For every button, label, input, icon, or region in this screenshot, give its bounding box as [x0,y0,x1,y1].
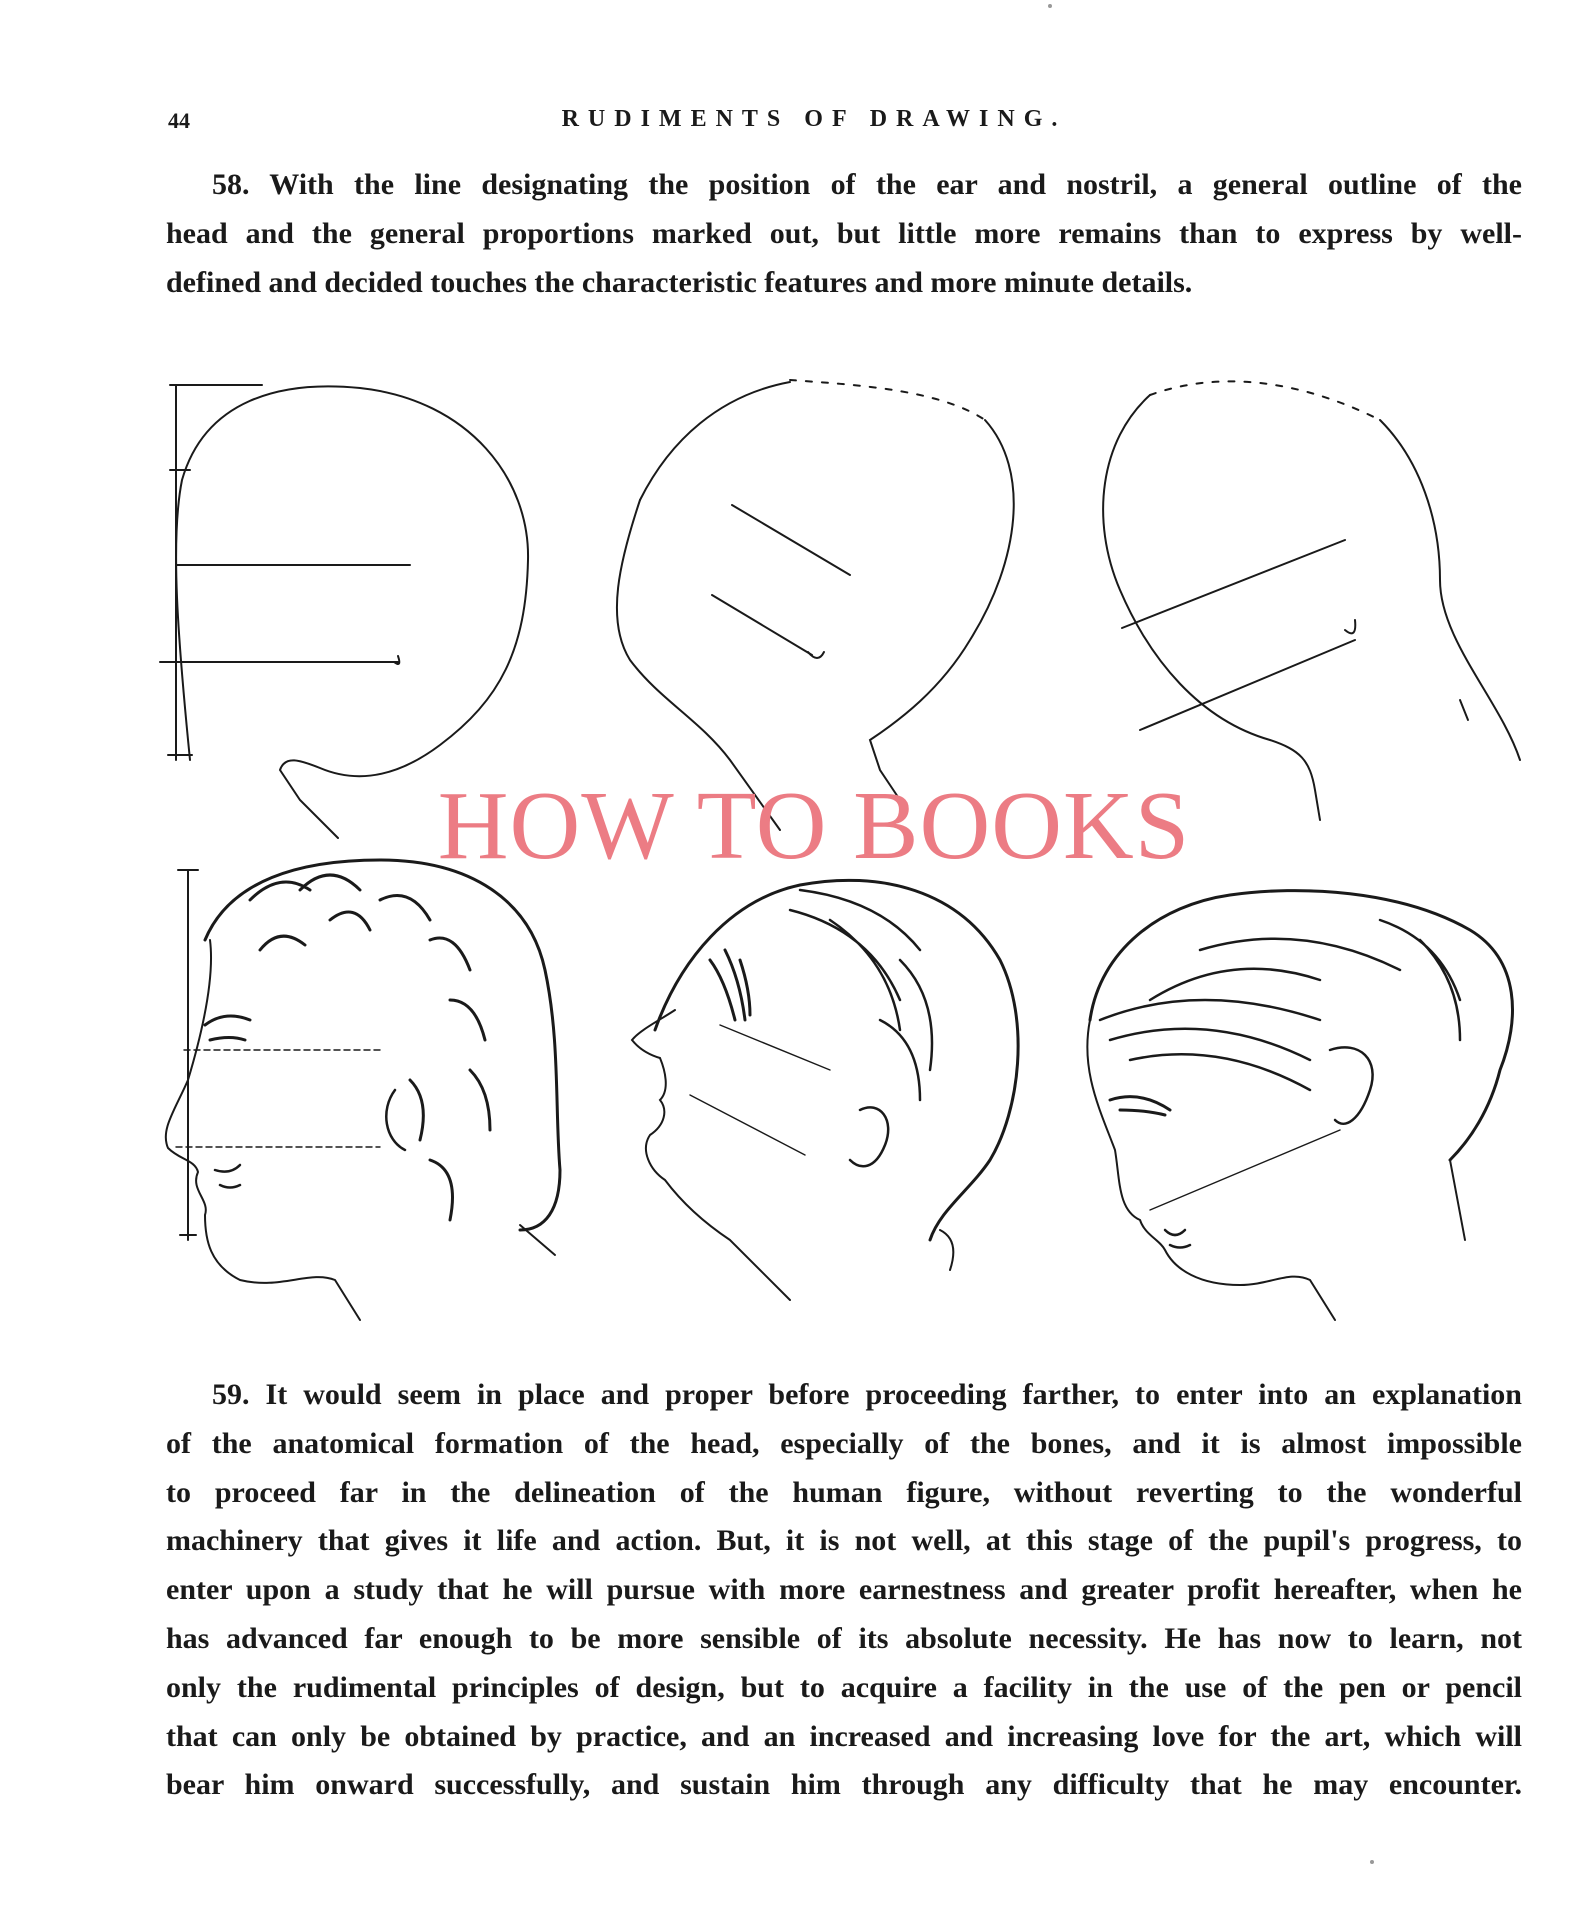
paragraph-59-line: 59. It would seem in place and proper before proceeding farther, to enter into an explanation [212,1378,1522,1411]
paragraph-59-line: only the rudimental principles of design, but to acquire a facility in the use of the pen or pencil [166,1670,1522,1704]
watermark: HOW TO BOOKS [437,772,1191,880]
paragraph-58-line: 58. With the line designating the position of the ear and nostril, a general outline of the [212,168,1522,201]
outline-head-tilted-down [1103,381,1520,820]
paragraph-59-line: bear him onward successfully, and sustain him through any difficulty that he may encounter. [166,1768,1522,1802]
paragraph-59-line: enter upon a study that he will pursue with more earnestness and greater profit hereafter, when he [166,1573,1522,1607]
detailed-head-profile-curls [166,860,560,1320]
detailed-head-tilted-down [1087,891,1512,1320]
paragraph-58-line: defined and decided touches the characteristic features and more minute details. [166,265,1193,299]
running-head: RUDIMENTS OF DRAWING. [561,106,1067,132]
paragraph-59-line: has advanced far enough to be more sensible of its absolute necessity. He has now to learn, not [166,1621,1522,1655]
paragraph-59-line: to proceed far in the delineation of the human figure, without reverting to the wonderful [166,1475,1522,1509]
paragraph-59-line: of the anatomical formation of the head, especially of the bones, and it is almost impossible [166,1426,1522,1460]
paragraph-58-line: head and the general proportions marked out, but little more remains than to express by well- [166,216,1522,250]
paper-speck [1370,1860,1374,1864]
detailed-head-tilted-up [632,880,1018,1300]
paragraph-59-line: machinery that gives it life and action. But, it is not well, at this stage of the pupil's progress, to [166,1524,1522,1558]
paragraph-59 [166,1371,1522,1810]
paper-speck [1048,4,1052,8]
paragraph-59-line: that can only be obtained by practice, and an increased and increasing love for the art, which will [166,1719,1522,1753]
page-number: 44 [168,108,190,133]
outline-head-tilted-up [617,380,1014,830]
